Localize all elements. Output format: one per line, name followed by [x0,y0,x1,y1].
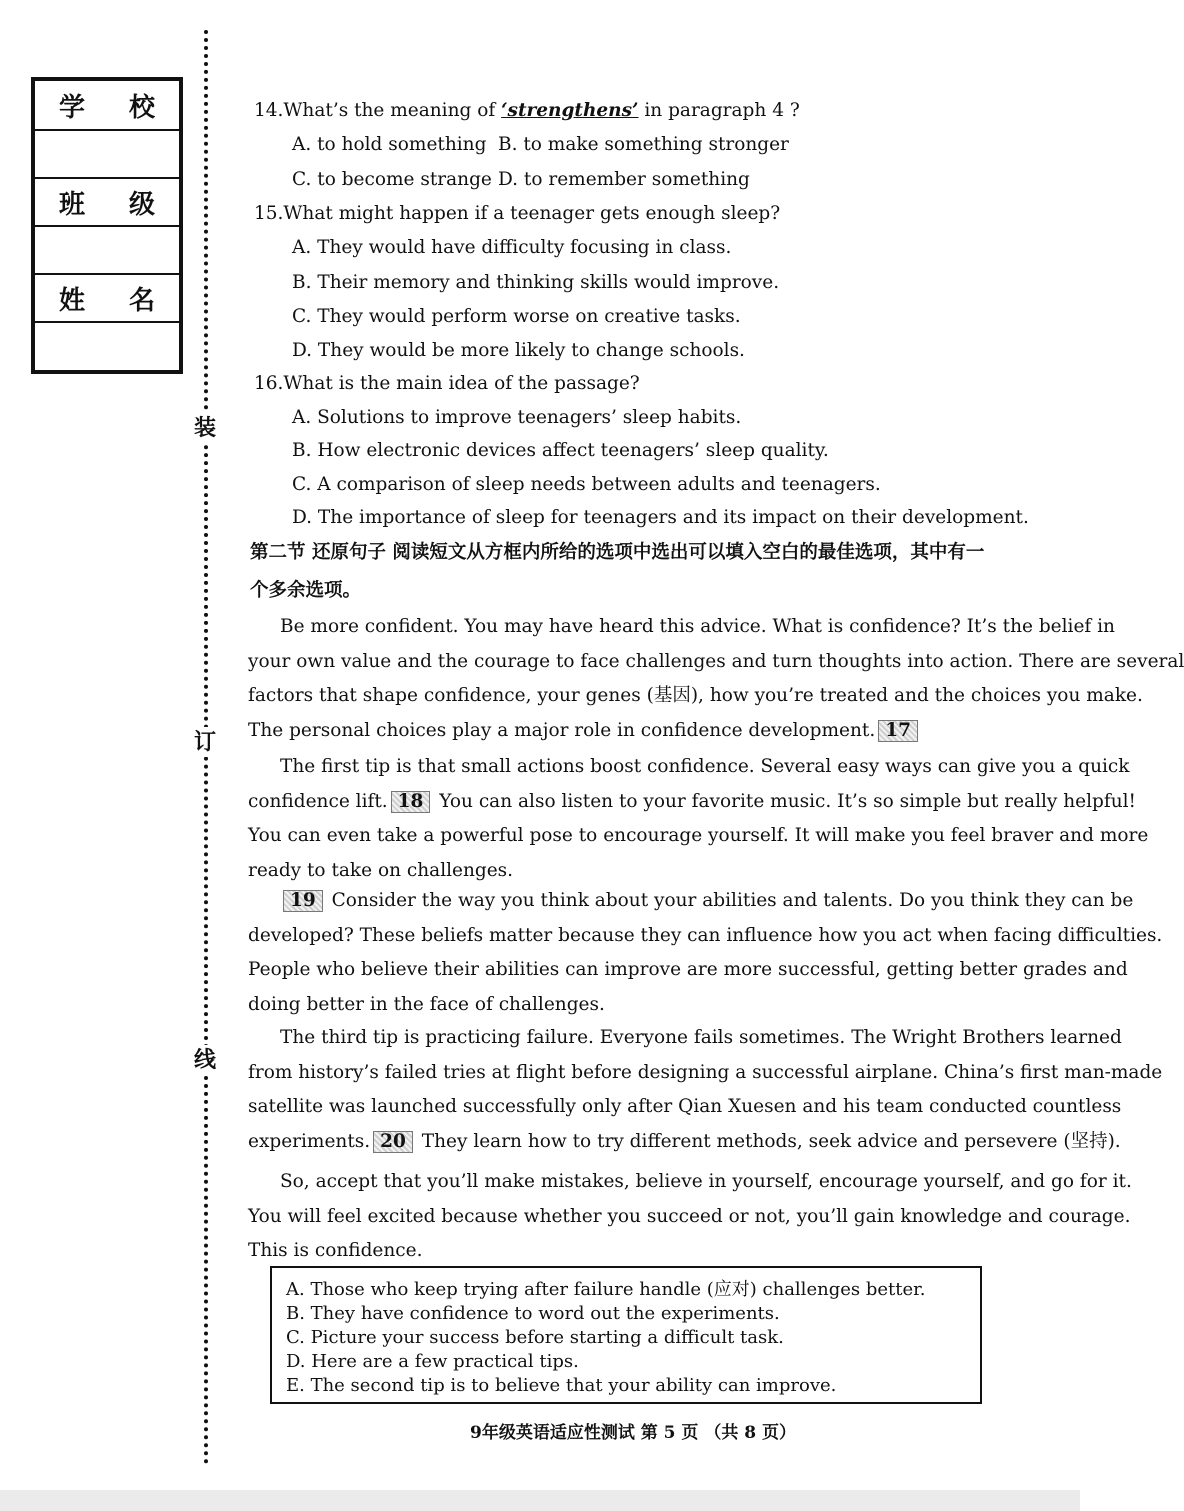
blank-19[interactable]: 19 [283,890,323,912]
school-label-row [35,81,179,131]
p2-line-3: You can even take a powerful pose to encourage yourself. It will make you feel braver and more [248,825,1149,846]
name-label-char-2: 名 [128,285,155,316]
section-2-title [250,534,1040,610]
class-field[interactable] [35,227,179,275]
p4-line-3: satellite was launched successfully only after Qian Xuesen and his team conducted countless [248,1096,1122,1117]
school-label-char-2: 校 [128,92,155,123]
page-bottom-margin [0,1490,1080,1511]
option-e[interactable]: E. The second tip is to believe that your ability can improve. [286,1375,837,1396]
question-14-stem [254,98,800,124]
q16-option-d[interactable]: D. The importance of sleep for teenagers and its impact on their development. [292,507,1029,528]
class-label-char-2: 级 [128,189,155,220]
answer-options-box [270,1266,982,1404]
q14-keyword: ‘strengthens’ [501,100,639,121]
p1-line-2: your own value and the courage to face challenges and turn thoughts into action. There are several [248,650,1184,672]
p2-line-2 [248,785,1136,820]
passage-paragraph-3 [248,884,1163,1022]
p5-line-3: This is confidence. [248,1240,423,1261]
binding-char-ding: 订 [190,727,220,757]
q16-option-b[interactable]: B. How electronic devices affect teenagers’ sleep quality. [292,440,829,461]
p4-line-4 [248,1125,1121,1160]
p1-line-3: factors that shape confidence, your genes (基因), how you’re treated and the choices you make. [248,685,1143,706]
section-2-title-line-2: 个多余选项。 [250,580,362,601]
q15-option-c[interactable]: C. They would perform worse on creative tasks. [292,306,741,327]
p3-line-2: developed? These beliefs matter because they can influence how you act when facing difficulties. [248,924,1163,946]
p2-line-2-end: You can also listen to your favorite music. It’s so simple but really helpful! [433,790,1136,812]
question-16-stem: 16.What is the main idea of the passage? [254,373,640,394]
option-c[interactable]: C. Picture your success before starting a difficult task. [286,1327,784,1348]
q15-option-a[interactable]: A. They would have difficulty focusing in class. [292,237,732,258]
p1-line-1: Be more confident. You may have heard this advice. What is confidence? It’s the belief in [280,616,1115,637]
p3-line-1-text: Consider the way you think about your abilities and talents. Do you think they can be [325,890,1134,911]
binding-char-zhuang: 装 [190,413,220,443]
p4-line-4-end: They learn how to try different methods, seek advice and persevere (坚持). [415,1130,1121,1152]
q14-option-d[interactable]: D. to remember something [498,169,750,190]
p3-line-3: People who believe their abilities can improve are more successful, getting better grades and [248,959,1128,980]
q14-prefix: 14.What’s the meaning of [254,100,502,121]
p3-line-4: doing better in the face of challenges. [248,993,605,1015]
name-label-row [35,275,179,323]
passage-paragraph-2 [248,750,1149,888]
blank-20[interactable]: 20 [373,1131,413,1153]
p4-line-2: from history’s failed tries at flight before designing a successful airplane. China’s first man-made [248,1061,1163,1083]
q14-option-c[interactable]: C. to become strange [292,169,492,190]
blank-17[interactable]: 17 [878,720,918,742]
p1-line-4 [248,714,1044,749]
class-label-char-1: 班 [59,189,86,220]
question-15-stem: 15.What might happen if a teenager gets enough sleep? [254,203,781,224]
p3-line-1 [248,884,1134,919]
q16-option-c[interactable]: C. A comparison of sleep needs between adults and teenagers. [292,474,881,495]
option-a[interactable]: A. Those who keep trying after failure handle (应对) challenges better. [286,1279,926,1300]
blank-18[interactable]: 18 [391,791,431,813]
q15-option-d[interactable]: D. They would be more likely to change schools. [292,340,745,361]
p2-line-2-start: confidence lift. [248,790,388,812]
p4-line-1: The third tip is practicing failure. Everyone fails sometimes. The Wright Brothers learned [280,1027,1122,1048]
passage-paragraph-1 [248,610,1184,748]
p2-line-1: The first tip is that small actions boost confidence. Several easy ways can give you a quick [280,756,1130,777]
binding-char-xian: 线 [190,1045,220,1075]
name-label-char-1: 姓 [59,285,86,316]
p5-line-1: So, accept that you’ll make mistakes, believe in yourself, encourage yourself, and go for it. [280,1171,1132,1192]
passage-paragraph-4 [248,1021,1163,1159]
school-field[interactable] [35,131,179,179]
student-info-box [31,77,183,374]
option-b[interactable]: B. They have confidence to word out the experiments. [286,1303,780,1324]
name-field[interactable] [35,323,179,370]
p1-line-4-text: The personal choices play a major role in confidence development. [248,719,876,741]
class-label-row [35,179,179,227]
school-label-char-1: 学 [59,92,86,123]
q14-option-b[interactable]: B. to make something stronger [498,134,789,155]
p5-line-2: You will feel excited because whether you succeed or not, you’ll gain knowledge and courage. [248,1205,1131,1227]
q15-option-b[interactable]: B. Their memory and thinking skills would improve. [292,272,780,293]
q16-option-a[interactable]: A. Solutions to improve teenagers’ sleep habits. [292,407,742,428]
q14-suffix: in paragraph 4 ? [638,100,800,121]
option-d[interactable]: D. Here are a few practical tips. [286,1351,579,1372]
passage-paragraph-5 [248,1165,1132,1269]
page-footer: 9年级英语适应性测试 第 5 页 （共 8 页） [470,1423,796,1443]
p4-line-4-start: experiments. [248,1130,371,1152]
q14-option-a[interactable]: A. to hold something [292,134,487,155]
p2-line-4: ready to take on challenges. [248,859,514,881]
section-2-title-line-1: 第二节 还原句子 阅读短文从方框内所给的选项中选出可以填入空白的最佳选项，其中有一 [250,542,985,563]
